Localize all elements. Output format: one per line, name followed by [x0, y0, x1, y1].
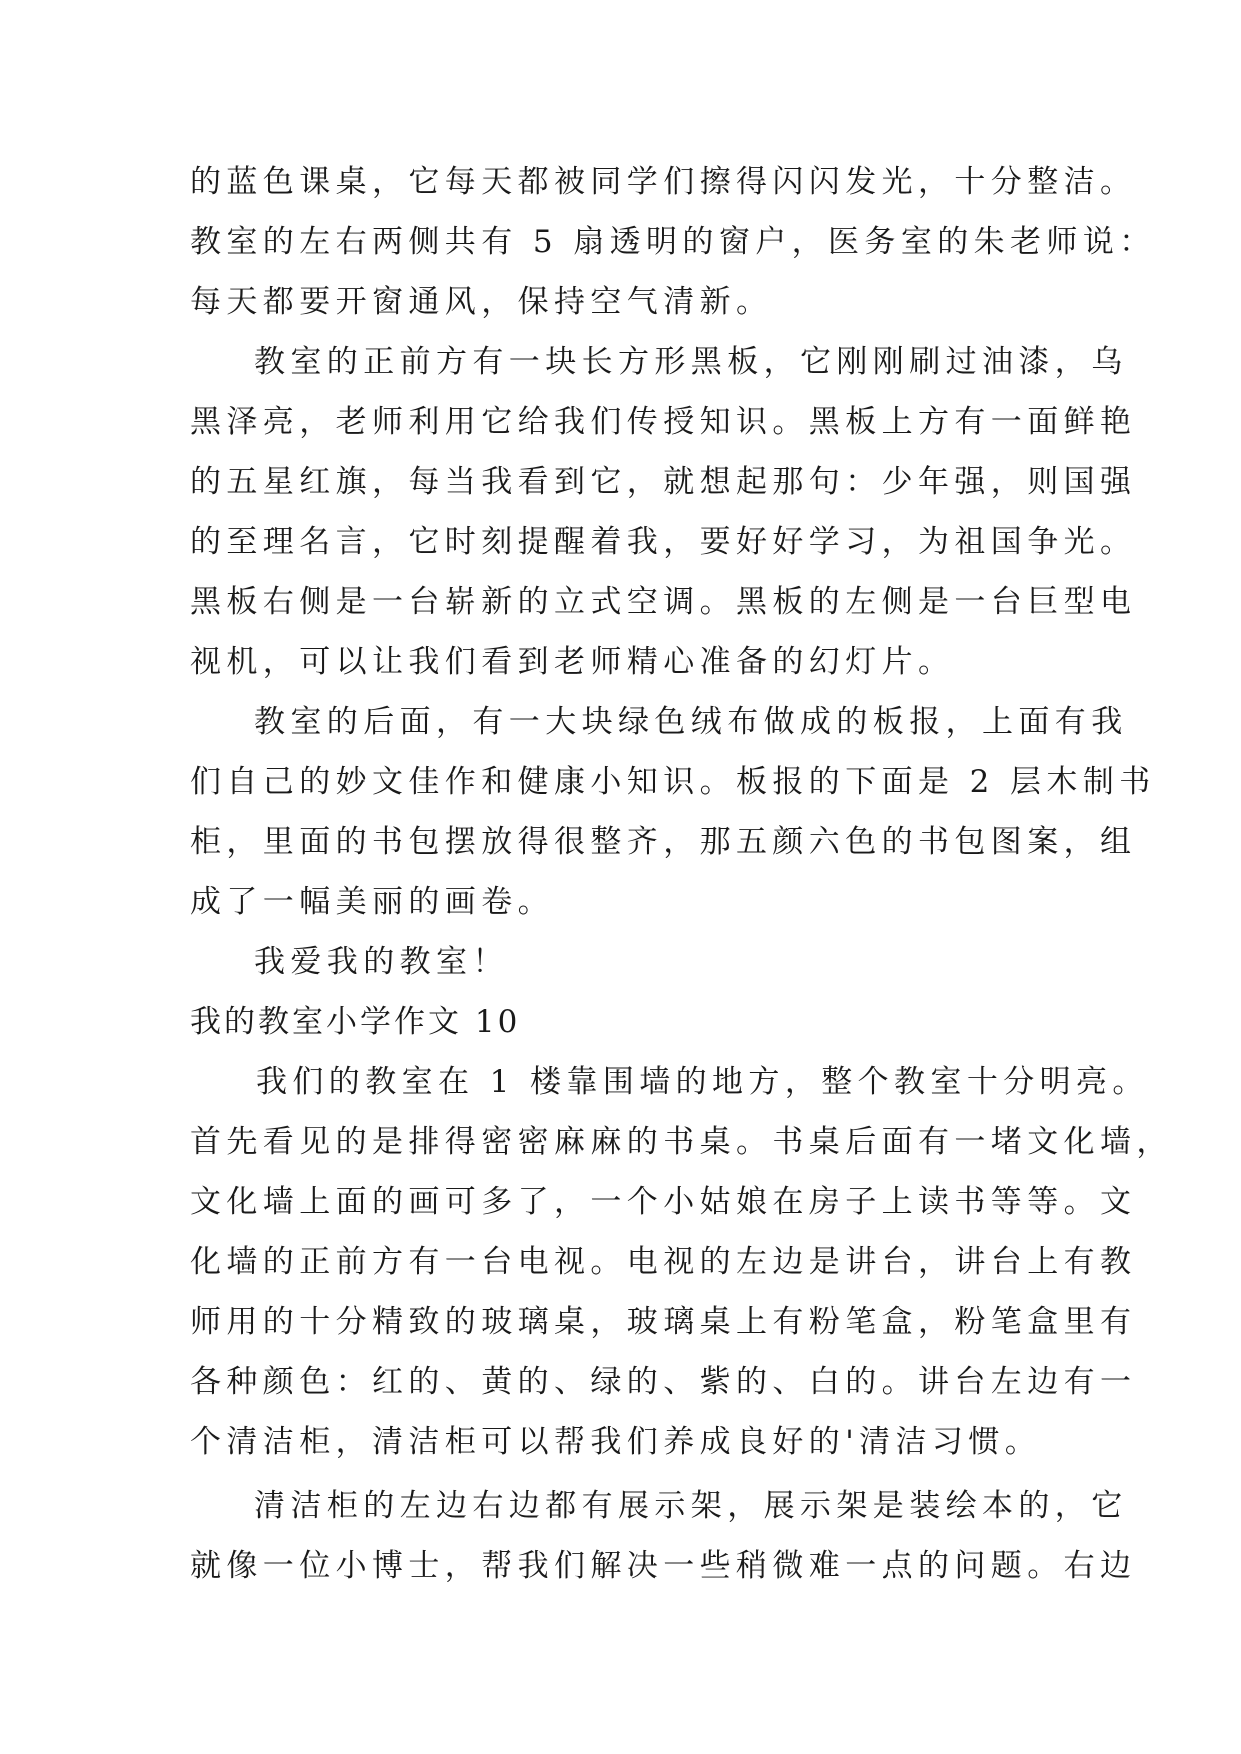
paragraph-line: 视机，可以让我们看到老师精心准备的幻灯片。: [190, 644, 955, 680]
paragraph-line: 就像一位小博士，帮我们解决一些稍微难一点的问题。右边: [190, 1548, 1137, 1584]
paragraph-line: 师用的十分精致的玻璃桌，玻璃桌上有粉笔盒，粉笔盒里有: [190, 1304, 1137, 1340]
paragraph-line: 化墙的正前方有一台电视。电视的左边是讲台，讲台上有教: [190, 1244, 1137, 1280]
paragraph-line: 们自己的妙文佳作和健康小知识。板报的下面是 2 层木制书: [190, 764, 1156, 800]
paragraph-line: 我爱我的教室！: [254, 944, 509, 980]
paragraph-line: 成了一幅美丽的画卷。: [190, 884, 554, 920]
paragraph-line: 的蓝色课桌，它每天都被同学们擦得闪闪发光，十分整洁。: [190, 164, 1137, 200]
paragraph-line: 的至理名言，它时刻提醒着我，要好好学习，为祖国争光。: [190, 524, 1137, 560]
paragraph-line: 黑泽亮，老师利用它给我们传授知识。黑板上方有一面鲜艳: [190, 404, 1137, 440]
paragraph-line: 黑板右侧是一台崭新的立式空调。黑板的左侧是一台巨型电: [190, 584, 1137, 620]
paragraph-line: 教室的左右两侧共有 5 扇透明的窗户，医务室的朱老师说：: [190, 224, 1156, 260]
paragraph-line: 每天都要开窗通风，保持空气清新。: [190, 284, 773, 320]
essay-heading: 我的教室小学作文 10: [190, 1004, 521, 1040]
paragraph-line: 清洁柜的左边右边都有展示架，展示架是装绘本的，它: [254, 1488, 1128, 1524]
paragraph-line: 各种颜色：红的、黄的、绿的、紫的、白的。讲台左边有一: [190, 1364, 1137, 1400]
paragraph-line: 教室的正前方有一块长方形黑板，它刚刚刷过油漆，乌: [254, 344, 1128, 380]
paragraph-line: 个清洁柜，清洁柜可以帮我们养成良好的'清洁习惯。: [190, 1424, 1042, 1460]
essay-body: [190, 152, 1173, 1596]
paragraph-line: 柜，里面的书包摆放得很整齐，那五颜六色的书包图案，组: [190, 824, 1137, 860]
paragraph-line: 首先看见的是排得密密麻麻的书桌。书桌后面有一堵文化墙，: [190, 1124, 1173, 1160]
paragraph-line: 的五星红旗，每当我看到它，就想起那句：少年强，则国强: [190, 464, 1137, 500]
paragraph-line: 文化墙上面的画可多了，一个小姑娘在房子上读书等等。文: [190, 1184, 1137, 1220]
paragraph-line: 我们的教室在 1 楼靠围墙的地方，整个教室十分明亮。: [256, 1064, 1149, 1100]
paragraph-line: 教室的后面，有一大块绿色绒布做成的板报，上面有我: [254, 704, 1128, 740]
